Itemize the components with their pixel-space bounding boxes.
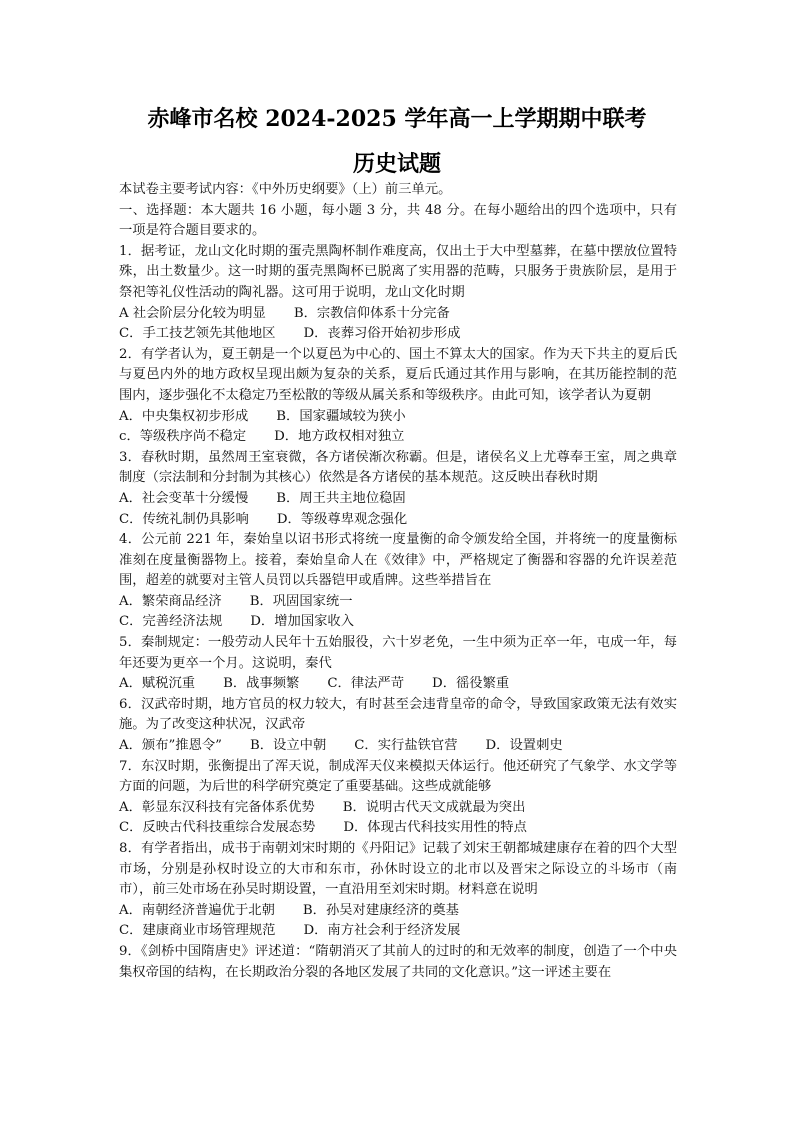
question-6 bbox=[119, 695, 677, 757]
option-a: A．中央集权初步形成 bbox=[119, 408, 249, 424]
question-1 bbox=[119, 242, 677, 345]
option-row bbox=[119, 427, 677, 448]
option-row bbox=[119, 592, 677, 613]
option-d: D．等级尊卑观念强化 bbox=[276, 511, 408, 527]
option-d: D．南方社会利于经济发展 bbox=[303, 923, 461, 939]
question-stem: 9．《剑桥中国隋唐史》评述道：“隋朝消灭了其前人的过时的和无效率的制度，创造了一个中央集权帝国的结构，在长期政治分裂的各地区发展了共同的文化意识。”这一评述主要在 bbox=[119, 943, 677, 980]
option-c: C．传统礼制仍具影响 bbox=[119, 511, 249, 527]
option-row bbox=[119, 901, 677, 922]
option-d: D．地方政权相对独立 bbox=[274, 429, 405, 445]
option-d: D．体现古代科技实用性的特点 bbox=[343, 820, 527, 836]
option-b: B．国家疆域较为狭小 bbox=[276, 408, 406, 424]
question-7 bbox=[119, 757, 677, 839]
question-stem: 8．有学者指出，成书于南朝刘宋时期的《丹阳记》记载了刘宋王朝都城建康存在着的四个大型市场，分别是孙权时设立的大市和东市，孙休时设立的北市以及晋宋之际设立的斗场市（南市），前三处市场在孙吴时期设置，一直沿用至刘宋时期。材料意在说明 bbox=[119, 841, 677, 898]
question-4 bbox=[119, 530, 677, 633]
option-b: B．巩固国家统一 bbox=[249, 593, 353, 609]
option-row bbox=[119, 612, 677, 633]
option-row bbox=[119, 324, 677, 345]
option-row bbox=[119, 674, 677, 695]
option-a: A．颁布”推恩令” bbox=[119, 738, 222, 754]
question-stem: 6．汉武帝时期，地方官员的权力较大，有时甚至会违背皇帝的命令，导致国家政策无法有效实施。为了改变这种状况，汉武帝 bbox=[119, 696, 677, 733]
option-a: A．繁荣商品经济 bbox=[119, 593, 222, 609]
option-b: B．周王共主地位稳固 bbox=[276, 490, 406, 506]
question-3 bbox=[119, 448, 677, 530]
option-b: B．孙吴对建康经济的奠基 bbox=[302, 902, 459, 918]
option-c: C．反映古代科技重综合发展态势 bbox=[119, 820, 316, 836]
option-c: C．实行盐铁官营 bbox=[354, 738, 458, 754]
question-stem: 7．东汉时期，张衡提出了浑天说，制成浑天仪来模拟天体运行。他还研究了气象学、水文学等方面的问题，为后世的科学研究奠定了重要基础。这些成就能够 bbox=[119, 758, 677, 795]
option-d: D．增加国家收入 bbox=[250, 614, 355, 630]
question-stem: 5．秦制规定：一般劳动人民年十五始服役，六十岁老免，一生中须为正卒一年，屯成一年，每年还要为更卒一个月。这说明，秦代 bbox=[119, 635, 677, 671]
question-2 bbox=[119, 345, 677, 448]
page-subtitle: 历史试题 bbox=[352, 151, 441, 177]
page-title: 赤峰市名校 2024-2025 学年高一上学期期中联考 bbox=[147, 106, 647, 132]
option-a: A．社会变革十分缓慢 bbox=[119, 490, 249, 506]
option-d: D．设置刺史 bbox=[485, 738, 563, 754]
option-row bbox=[119, 304, 677, 325]
section-heading: 一、选择题：本大题共 16 小题，每小题 3 分，共 48 分。在每小题给出的四个选项中，只有一项是符合题目要求的。 bbox=[119, 202, 677, 239]
option-a: A．彰显东汉科技有完备体系优势 bbox=[119, 799, 315, 815]
option-c: C．手工技艺领先其他地区 bbox=[119, 326, 276, 342]
option-row bbox=[119, 798, 677, 819]
question-8 bbox=[119, 839, 677, 942]
question-stem: 2．有学者认为，夏王朝是一个以夏邑为中心的、国土不算太大的国家。作为天下共主的夏后氏与夏邑内外的地方政权呈现出颇为复杂的关系，夏后氏通过其作用与影响，在其历能控制的范围内，逐步强化不太稳定乃至松散的等级从属关系和等级秩序。由此可知，该学者认为夏朝 bbox=[119, 346, 677, 403]
option-c: c．等级秩序尚不稳定 bbox=[119, 429, 247, 445]
option-d: D．徭役繁重 bbox=[432, 676, 510, 692]
question-stem: 3．春秋时期，虽然周王室衰微，各方诸侯渐次称霸。但是，诸侯名义上尤尊奉王室，周之典章制度（宗法制和分封制为其核心）依然是各方诸侯的基本规范。这反映出春秋时期 bbox=[119, 449, 677, 486]
option-a: A 社会阶层分化较为明显 bbox=[119, 305, 266, 321]
option-d: D．丧葬习俗开始初步形成 bbox=[303, 326, 461, 342]
option-row bbox=[119, 736, 677, 757]
option-b: B．设立中朝 bbox=[249, 738, 327, 754]
option-c: C．完善经济法规 bbox=[119, 614, 223, 630]
option-b: B．说明古代天文成就最为突出 bbox=[342, 799, 526, 815]
exam-content bbox=[119, 180, 677, 983]
option-row bbox=[119, 510, 677, 531]
option-b: B．战事频繁 bbox=[223, 676, 300, 692]
option-row bbox=[119, 921, 677, 942]
option-c: C．建康商业市场管理规范 bbox=[119, 923, 276, 939]
option-row bbox=[119, 818, 677, 839]
option-row bbox=[119, 489, 677, 510]
option-c: C．律法严苛 bbox=[327, 676, 405, 692]
option-a: A．南朝经济普遍优于北朝 bbox=[119, 902, 275, 918]
question-9 bbox=[119, 942, 677, 983]
option-a: A．赋税沉重 bbox=[119, 676, 196, 692]
intro-text: 本试卷主要考试内容：《中外历史纲要》（上）前三单元。 bbox=[119, 182, 452, 197]
question-stem: 4．公元前 221 年，秦始皇以诏书形式将统一度量衡的命令颁发给全国，并将统一的度量衡标准刻在度量衡器物上。接着，秦始皇命人在《效律》中，严格规定了衡器和容器的允许误差范围，超差的就要对主管人员罚以兵器铠甲或盾牌。这些举措旨在 bbox=[119, 532, 677, 589]
option-row bbox=[119, 407, 677, 428]
question-stem: 1．据考证，龙山文化时期的蛋壳黑陶杯制作难度高，仅出土于大中型墓葬，在墓中摆放位置特殊，出土数量少。这一时期的蛋壳黑陶杯已脱离了实用器的范畴，只服务于贵族阶层，是用于祭祀等礼仪性活动的陶礼器。这可用于说明，龙山文化时期 bbox=[119, 243, 677, 300]
option-b: B．宗教信仰体系十分完备 bbox=[293, 305, 450, 321]
question-5 bbox=[119, 633, 677, 695]
